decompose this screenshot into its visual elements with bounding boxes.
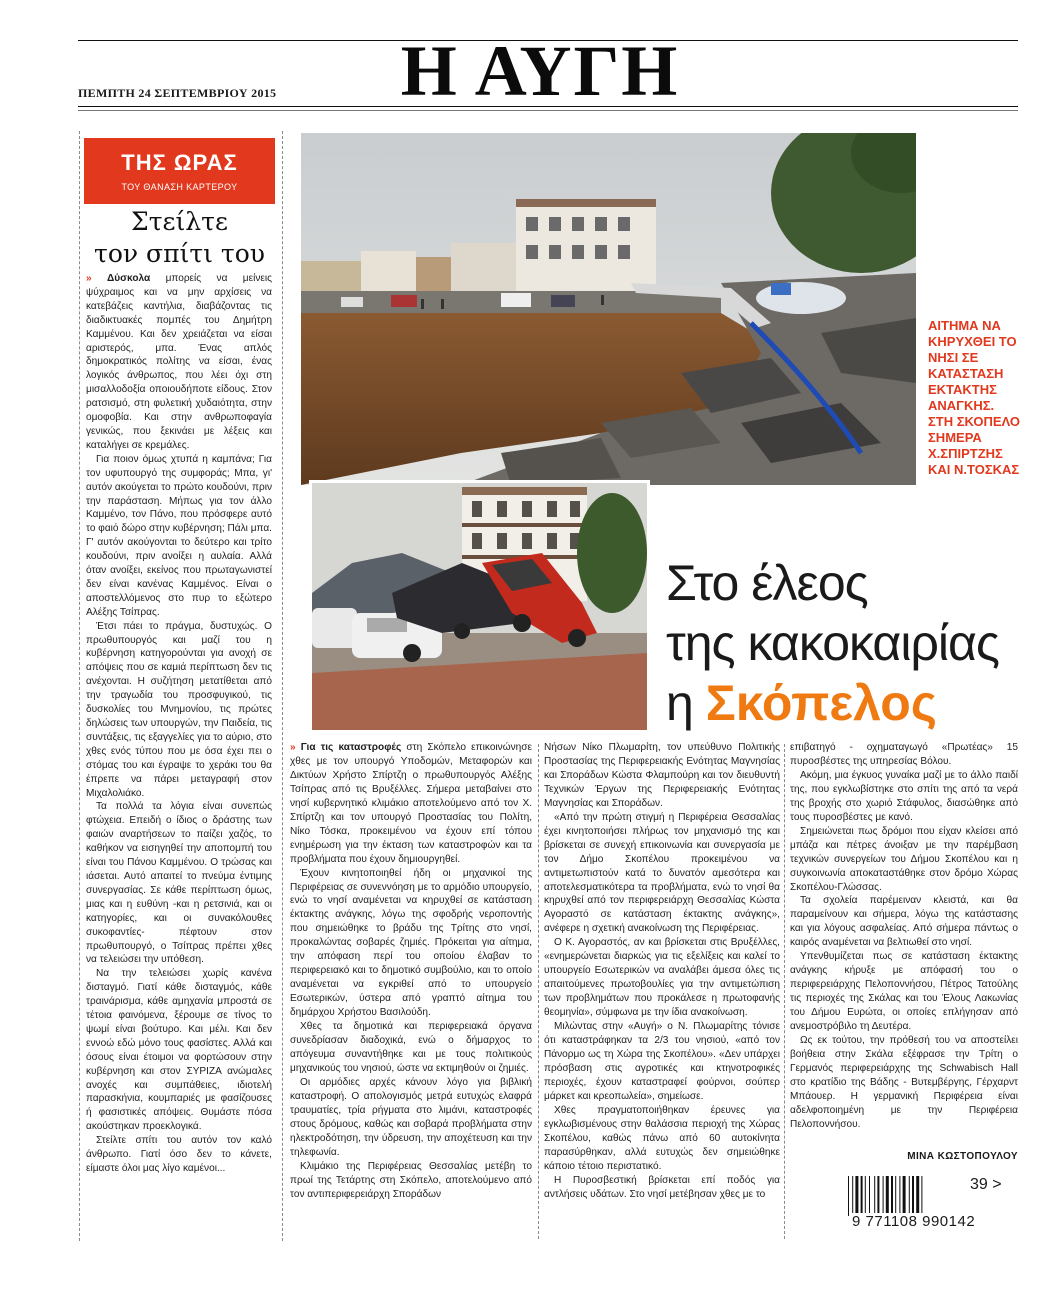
barcode-bar bbox=[869, 1176, 870, 1216]
piled-cars-illustration bbox=[312, 483, 647, 730]
barcode-bar bbox=[903, 1176, 906, 1216]
column-title-line: Στείλτε bbox=[131, 207, 228, 236]
column-section: ΤΗΣ ΩΡΑΣ bbox=[121, 150, 238, 175]
lead-word: Δύσκολα bbox=[107, 273, 151, 284]
page-number: 39 > bbox=[970, 1176, 1002, 1193]
headline-line bbox=[666, 673, 1026, 733]
side-note-line: ΝΗΣΙ ΣΕ bbox=[928, 350, 979, 365]
headline-line: της κακοκαιρίας bbox=[666, 615, 999, 671]
paragraph: Η Πυροσβεστική βρίσκεται επί ποδός για αντλήσεις υδάτων. Στο νησί μετέβησαν χθες με το bbox=[544, 1174, 780, 1200]
barcode-bar bbox=[895, 1176, 896, 1216]
headline-prefix: η bbox=[666, 675, 706, 731]
barcode-bar bbox=[861, 1176, 863, 1216]
barcode-bar bbox=[899, 1176, 900, 1216]
paragraph: «Από την πρώτη στιγμή η Περιφέρεια Θεσσαλίας έχει κινητοποιήσει πλήρως τον μηχανισμό της και βρίσκεται σε συνεχή επικοινωνία και συνεργασία με τον Δήμο Σκοπέλου προκειμένου να αντιμετωπιστούν κατά το δυνατόν αμεσότερα και αποτελεσματικότερα τα προβλήματα, ενώ το νησί θα κηρυχθεί από τον περιφερειάρχη Θεσσαλίας Κώστα Αγοραστό σε κατάσταση έκτακτης ανάγκης», ανέφερε η σχετική ανακοίνωση της Περιφέρειας. bbox=[544, 811, 780, 935]
barcode-bar bbox=[883, 1176, 884, 1216]
paragraph bbox=[290, 741, 532, 867]
paragraph: Ο Κ. Αγοραστός, αν και βρίσκεται στις Βρυξέλλες, «ενημερώνεται διαρκώς για τις εξελίξεις και καλεί το υπουργείο Εσωτερικών να αναλάβει άμεσα όλες τις απαιτούμενες πρωτοβουλίες για την αντιμετώπιση των προβλημάτων που προκάλεσε η πρωτοφανής θεομηνία», σύμφωνα με την ίδια ανακοίνωση. bbox=[544, 937, 780, 1019]
barcode-bar bbox=[886, 1176, 889, 1216]
article-lead: Για τις καταστροφές bbox=[300, 742, 402, 753]
side-note-line: ΕΚΤΑΚΤΗΣ bbox=[928, 382, 997, 397]
masthead-rule-thin bbox=[78, 110, 1018, 111]
newspaper-title: Η ΑΥΓΗ bbox=[400, 31, 680, 111]
side-note-line: ΑΝΑΓΚΗΣ. bbox=[928, 398, 995, 413]
paragraph: Χθες τα δημοτικά και περιφερειακά όργανα συνεδρίασαν διαδοχικά, ενώ ο δήμαρχος το απόγευμα συναντήθηκε και με τους πολιτικούς μηχανικούς του νησιού, ώστε να εκτιμηθούν οι ζημιές. bbox=[290, 1021, 532, 1074]
paragraph bbox=[86, 272, 272, 453]
barcode-bars bbox=[846, 1176, 966, 1216]
side-note-line: ΣΤΗ ΣΚΟΠΕΛΟ bbox=[928, 414, 1020, 429]
article-column-divider bbox=[784, 744, 785, 1239]
article-column bbox=[790, 741, 1018, 1132]
piled-cars-photo bbox=[309, 480, 650, 733]
paragraph: Έχουν κινητοποιηθεί ήδη οι μηχανικοί της Περιφέρειας σε συνεννόηση με το αρμόδιο υπουργείο, ενώ το νησί αναμένεται να κηρυχθεί σε κατάσταση έκτακτης ανάγκης, λόγω της σφοδρής νεροποντής που σημειώθηκε το βράδυ της Τρίτης στο νησί, προκαλώντας σοβαρές ζημιές. Πρόκειται για αίτημα, την απόφαση περί του οποίου έλαβαν το περιφερειακό και το δημοτικό συμβούλιο, και το οποίο αναμένεται να εγκριθεί από το υπουργείο Εσωτερικών, ύστερα από γραπτό αίτημα του δημάρχου Χρήστου Βασιλούδη. bbox=[290, 867, 532, 1019]
paragraph: Στείλτε σπίτι του αυτόν τον καλό άνθρωπο. Γιατί όσο δεν το κάνετε, είμαστε όλοι μας λίγο καμένοι... bbox=[86, 1135, 272, 1174]
column-author: ΤΟΥ ΘΑΝΑΣΗ ΚΑΡΤΕΡΟΥ bbox=[121, 182, 238, 192]
barcode-bar bbox=[916, 1176, 919, 1216]
article-headline bbox=[666, 553, 1026, 733]
side-note bbox=[928, 318, 1022, 478]
paragraph: Σημειώνεται πως δρόμοι που είχαν κλείσει από μπάζα και πέτρες άνοιξαν με την παρέμβαση τεχνικών συνεργείων του Δήμου Σκοπέλου και η συγκοινωνία αποκαταστάθηκε στον δρόμο Χώρας Σκοπέλου-Γλώσσας. bbox=[790, 825, 1018, 893]
barcode-bar bbox=[877, 1176, 879, 1216]
byline: ΜΙΝΑ ΚΩΣΤΟΠΟΥΛΟΥ bbox=[907, 1151, 1018, 1162]
barcode-bar bbox=[865, 1176, 866, 1216]
paragraph: Για ποιον όμως χτυπά η καμπάνα; Για τον υφυπουργό της συμφοράς; Μπα, γι' αυτόν ακούγεται το πρώτο κουδούνι, πριν την παράσταση. Μήπως για τον άλλο Καμμένο, τον Πάνο, που πρόσφερε αυτό το φαιό δώρο στην κυβέρνηση; Πάλι μπα. Γ' αυτόν ακούγονται το δεύτερο και τρίτο κουδούνι, πριν ανοίξει η αυλαία. Αλλά όταν ανοίξει, εκείνος που πρωταγωνιστεί δεν είναι κανένας Καμμένος. Είναι ο αποστελλόμενος στο πυρ το εξώτερο Αλέξης Τσίπρας. bbox=[86, 453, 272, 618]
column-title-line: τον σπίτι του bbox=[94, 239, 265, 268]
column-label-box bbox=[84, 138, 275, 204]
lead-arrows-icon: » bbox=[290, 742, 296, 753]
article-column bbox=[290, 741, 532, 1201]
side-note-line: ΚΗΡΥΧΘΕΙ ΤΟ bbox=[928, 334, 1017, 349]
barcode-bar bbox=[874, 1176, 875, 1216]
paragraph: Έτσι πάει το πράγμα, δυστυχώς. Ο πρωθυπουργός και μαζί του η κυβέρνηση κατηγορούνται για ανοχή σε απόψεις που σε καμιά περίπτωση δεν τις ανέχονται. Η συζήτηση μετατίθεται από την τραγωδία του προσφυγικού, τις δυσκολίες του Μνημονίου, τις πρώτες δηλώσεις των υπουργών, την Παιδεία, τις συντάξεις, τις εξαγγελίες για το αύριο, στο χθες ενός τύπου που με όσα έχει πει ο στόμας του και έγραψε το χεράκι του θα έπρεπε να πάρει μεταγραφή στον Μιχαλολιάκο. bbox=[86, 620, 272, 799]
column-title bbox=[84, 206, 275, 270]
barcode-bar bbox=[912, 1176, 914, 1216]
barcode-bar bbox=[855, 1176, 858, 1216]
article-column bbox=[544, 741, 780, 1201]
side-note-line: ΚΑΙ Ν.ΤΟΣΚΑΣ bbox=[928, 462, 1020, 477]
barcode-bar bbox=[852, 1176, 853, 1216]
paragraph: επιβατηγό - οχηματαγωγό «Πρωτέας» 15 πυροσβέστες της υπηρεσίας Βόλου. bbox=[790, 742, 1018, 767]
side-note-line: ΣΗΜΕΡΑ bbox=[928, 430, 982, 445]
paragraph: Να την τελειώσει χωρίς κανένα δισταγμό. Γιατί κάθε δισταγμός, κάθε τραινάρισμα, κάθε αμηχανία μπροστά σε τέτοια φαινόμενα, ξέρουμε σε τίνος το ψωμί είναι βούτυρο. Και μέλι. Και δεν εννοώ εδώ μόνο τους φασίστες. Αλλά και όσους είναι έτοιμοι να φορτώσουν στην κυβέρνηση και στον ΣΥΡΙΖΑ ανώμαλες ανοχές και συμπάθειες, ιδιοτελή παρασκήνια, κουμπαριές με φασίζουσες ή φασιστικές απόψεις. Θυμάστε πόσα ακούστηκαν προεκλογικά. bbox=[86, 968, 272, 1133]
barcode-bar bbox=[921, 1176, 922, 1216]
side-note-line: Χ.ΣΠΙΡΤΖΗΣ bbox=[928, 446, 1003, 461]
paragraph: Τα πολλά τα λόγια είναι συνεπώς φτώχεια. Επειδή ο ίδιος ο δράστης των φαιών αναρτήσεων το παίζει χαζός, το καθήκον να εισηγηθεί την αποπομπή του είναι του Πάνου Καμμένου. Ο τρώσας και ιάσεται. Αυτό απαιτεί το πνεύμα έντιμης συνεργασίας. Σε κάθε περίπτωση όμως, μιας και η ευθύνη -και η ρετσινιά, και οι κατηγορίες, και οι συνακόλουθες συκοφαντίες- πέφτουν στον πρωθυπουργό, ο Τσίπρας πρέπει χθες να τελειώσει την υπόθεση. bbox=[86, 801, 272, 966]
flood-damage-illustration bbox=[301, 133, 916, 485]
side-note-line: ΑΙΤΗΜΑ ΝΑ bbox=[928, 318, 1001, 333]
side-note-line: ΚΑΤΑΣΤΑΣΗ bbox=[928, 366, 1004, 381]
paragraph: Οι αρμόδιες αρχές κάνουν λόγο για βιβλική καταστροφή. Ο απολογισμός μετρά ευτυχώς ελαφρά τραυματίες, τρία ρήγματα στο λιμάνι, καταστροφές στους δρόμους, καθώς και σοβαρά προβλήματα στην ηλεκτροδότηση, την ύδρευση, την αποχέτευση και την τηλεφωνία. bbox=[290, 1076, 532, 1158]
article-column-divider bbox=[538, 744, 539, 1239]
masthead-rule bbox=[78, 106, 1018, 107]
issue-date: ΠΕΜΠΤΗ 24 ΣΕΠΤΕΜΒΡΙΟΥ 2015 bbox=[78, 86, 277, 100]
paragraph-text: στη Σκόπελο επικοινώνησε χθες με τον υπουργό Υποδομών, Μεταφορών και Δικτύων Χρήστο Σπίρτζη ο πρωθυπουργός Αλέξης Τσίπρας από τις Βρυξέλλες. Σήμερα μεταβαίνει στο νησί κυβερνητικό κλιμάκιο αποτελούμενο από τον Χ. Σπίρτζη και τον υπουργό Προστασίας του Πολίτη, Νίκο Τόσκα, προκειμένου να έχουν επί τόπου ενημέρωση για την έκταση των καταστροφών και τα προβλήματα που έχουν δημιουργηθεί. bbox=[290, 742, 532, 865]
paragraph-text: μπορείς να μείνεις ψύχραιμος και να μην αρχίσεις να κατεβάζεις καντήλια, διαβάζοντας τις διαδικτυακές πομπές του Δημήτρη Καμμένου. Και δεν χρειάζεται να είσαι αριστερός, μπα. Ένας απλός δημοκρατικός πολίτης να είσαι, ένας λογικός άνθρωπος, που λέει όχι στη μισαλλοδοξία οποιουδήποτε είδους. Στον ρατσισμό, στη φυλετική χυδαιότητα, στην ομοφοβία. Και στην ανθρωποφαγία γενικώς, που ξεκινάει με λέξεις και καταλήγει σε κρεμάλες. bbox=[86, 273, 272, 451]
headline-line: Στο έλεος bbox=[666, 555, 868, 611]
flood-damage-photo bbox=[301, 133, 916, 485]
paragraph: Ως εκ τούτου, την πρόθεσή του να αποστείλει βοήθεια στην Σκάλα εξέφρασε την Τρίτη ο Γερμανός περιφερειάρχης της Schwabisch Hall στο κρατίδιο της Βάδης - Βυτεμβέργης, Γέρχαρντ Μπάουερ. Η γερμανική Περιφέρεια είναι αδελφοποιημένη με την Περιφέρεια Πελοποννήσου. bbox=[790, 1035, 1018, 1130]
column-body bbox=[86, 272, 272, 1176]
barcode-bar bbox=[891, 1176, 893, 1216]
paragraph: Υπενθυμίζεται πως σε κατάσταση έκτακτης ανάγκης κήρυξε με απόφασή του ο περιφερειάρχης Πελοποννήσου, Πέτρος Τατούλης τις περιοχές της Σκάλας και του Έλους Λακωνίας του Δήμου Ευρώτα, οι οποίες επλήγησαν από ανεμοστρόβιλο τη Δευτέρα. bbox=[790, 951, 1018, 1033]
lead-arrows-icon: » bbox=[86, 273, 92, 284]
barcode-number: 9 771108 990142 bbox=[852, 1213, 976, 1230]
barcode-bar bbox=[909, 1176, 910, 1216]
left-column-border bbox=[79, 131, 80, 1241]
paragraph: Μιλώντας στην «Αυγή» ο Ν. Πλωμαρίτης τόνισε ότι καταστράφηκαν τα 2/3 του νησιού, «από τον Πάνορμο ως τη Χώρα της Σκοπέλου». «Δεν υπάρχει πρόσβαση στις αγροτικές και κτηνοτροφικές περιοχές, έχουν καταστραφεί φούρνοι, σούπερ μάρκετ και κρεοπωλεία», σημείωσε. bbox=[544, 1021, 780, 1102]
paragraph: Ακόμη, μια έγκυος γυναίκα μαζί με το άλλο παιδί της, που εγκλωβίστηκε στο σπίτι της από τα νερά της βροχής στο χωριό Στάφυλος, διασώθηκε από τους πυροσβέστες με κανό. bbox=[790, 769, 1018, 823]
paragraph: Τα σχολεία παρέμειναν κλειστά, και θα παραμείνουν και σήμερα, λόγω της κατάστασης και για λόγους ασφαλείας. Από σήμερα πάντως ο καιρός αναμένεται να βελτιωθεί στο νησί. bbox=[790, 895, 1018, 949]
paragraph: Χθες πραγματοποιήθηκαν έρευνες για εγκλωβισμένους στην θαλάσσια περιοχή της Χώρας Σκοπέλου, καθώς πάνω από 60 αυτοκίνητα παρασύρθηκαν, αλλά ευτυχώς δεν σημειώθηκε κάποιο τέτοιο περιστατικό. bbox=[544, 1104, 780, 1172]
paragraph: Κλιμάκιο της Περιφέρειας Θεσσαλίας μετέβη το πρωί της Τετάρτης στη Σκόπελο, αποτελούμενο από τον αντιπεριφερειάρχη Σποράδων bbox=[290, 1160, 532, 1200]
barcode-bar bbox=[848, 1176, 849, 1216]
column-divider bbox=[282, 131, 283, 1241]
paragraph: Νήσων Νίκο Πλωμαρίτη, τον υπεύθυνο Πολιτικής Προστασίας της Περιφερειακής Ενότητας Μαγνησίας και Σποράδων Κώστα Φλαμπούρη και τον διευθυντή Τεχνικών Έργων της Περιφερειακής Ενότητας Μαγνησίας και Σποράδων. bbox=[544, 742, 780, 809]
headline-highlight: Σκόπελος bbox=[705, 675, 937, 731]
